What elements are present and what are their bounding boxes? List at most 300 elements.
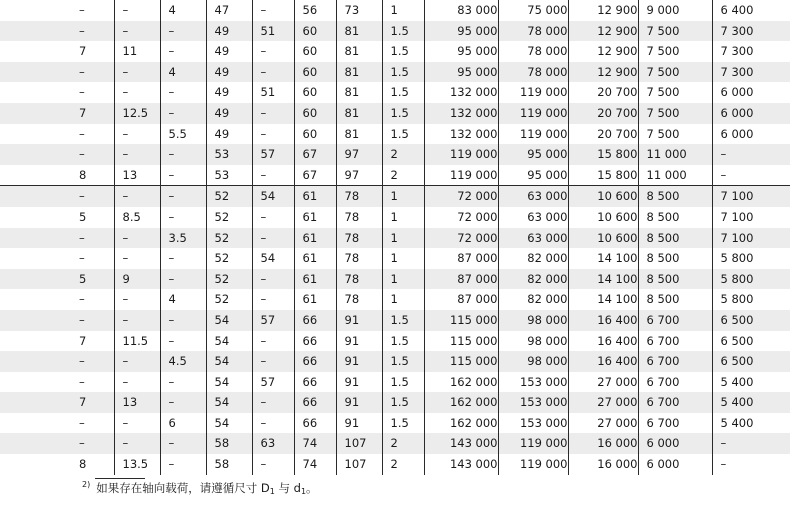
table-cell: 5 400: [712, 392, 790, 413]
table-cell: 72 000: [424, 207, 498, 228]
table-cell: 81: [336, 124, 382, 145]
table-row: [0, 433, 790, 454]
table-cell: –: [160, 186, 206, 207]
table-cell: –: [252, 454, 294, 475]
table-cell: –: [79, 415, 85, 430]
table-cell: 83 000: [424, 0, 498, 21]
table-cell: 132 000: [424, 103, 498, 124]
table-cell: 1.5: [382, 41, 424, 62]
table-cell: 61: [294, 248, 336, 269]
table-cell: 5 400: [712, 372, 790, 393]
table-cell: 56: [294, 0, 336, 21]
table-cell: –: [114, 124, 160, 145]
table-cell: 91: [336, 413, 382, 434]
table-cell: 12 900: [568, 62, 638, 83]
table-cell: 20 700: [568, 103, 638, 124]
table-cell: –: [0, 186, 114, 207]
table-cell: 132 000: [424, 124, 498, 145]
footnote-marker: 2): [82, 480, 91, 489]
table-cell: 27 000: [568, 413, 638, 434]
table-cell: 52: [206, 248, 252, 269]
table-row: [0, 372, 790, 393]
table-cell: 49: [206, 103, 252, 124]
table-cell: –: [252, 165, 294, 186]
table-cell: 66: [294, 372, 336, 393]
table-cell: 63 000: [498, 186, 568, 207]
table-cell: 63: [252, 433, 294, 454]
table-cell: 52: [206, 186, 252, 207]
footnote-rule: [95, 478, 145, 479]
table-cell: 119 000: [424, 165, 498, 186]
table-cell: 78: [336, 186, 382, 207]
table-cell: 143 000: [424, 454, 498, 475]
table-cell: 60: [294, 82, 336, 103]
table-cell: 13: [114, 165, 160, 186]
table-cell: 7 100: [712, 228, 790, 249]
table-cell: –: [0, 228, 114, 249]
table-cell: 49: [206, 82, 252, 103]
table-cell: 6 500: [712, 331, 790, 352]
table-cell: 1.5: [382, 331, 424, 352]
table-cell: 8 500: [638, 269, 712, 290]
table-cell: –: [114, 144, 160, 165]
footnote-text-middle: 与 d: [274, 481, 301, 495]
table-cell: 12 900: [568, 21, 638, 42]
table-cell: 74: [294, 433, 336, 454]
table-row: [0, 165, 790, 186]
table-cell: 2: [382, 165, 424, 186]
table-cell: 78: [336, 248, 382, 269]
table-cell: 5: [0, 269, 114, 290]
table-cell: –: [79, 374, 85, 389]
table-cell: –: [0, 310, 114, 331]
table-cell: 78: [336, 228, 382, 249]
table-cell: 78 000: [498, 62, 568, 83]
table-cell: 95 000: [424, 21, 498, 42]
table-cell: 51: [252, 21, 294, 42]
table-cell: –: [252, 228, 294, 249]
table-cell: 81: [336, 103, 382, 124]
table-cell: 9 000: [638, 0, 712, 21]
table-cell: 7: [0, 392, 114, 413]
table-cell: 5 800: [712, 248, 790, 269]
table-cell: 153 000: [498, 413, 568, 434]
table-cell: 52: [206, 228, 252, 249]
table-cell: 8.5: [114, 207, 160, 228]
table-cell: 6 700: [638, 392, 712, 413]
table-cell: –: [160, 310, 206, 331]
table-cell: –: [160, 21, 206, 42]
table-cell: –: [79, 292, 85, 307]
table-cell: 5: [79, 209, 87, 224]
table-cell: 6 500: [712, 310, 790, 331]
table-cell: 119 000: [498, 124, 568, 145]
footnote: [82, 480, 318, 496]
table-cell: 16 400: [568, 310, 638, 331]
table-cell: –: [160, 103, 206, 124]
table-cell: 7: [79, 44, 87, 59]
table-cell: 66: [294, 331, 336, 352]
table-cell: 5 800: [712, 269, 790, 290]
table-cell: 49: [206, 62, 252, 83]
table-cell: 60: [294, 41, 336, 62]
table-cell: 47: [206, 0, 252, 21]
table-cell: –: [160, 144, 206, 165]
table-cell: 10 600: [568, 207, 638, 228]
table-cell: 78: [336, 207, 382, 228]
table-cell: 8: [79, 457, 87, 472]
table-row: [0, 269, 790, 290]
table-cell: 81: [336, 82, 382, 103]
table-cell: –: [114, 186, 160, 207]
table-cell: 6 700: [638, 413, 712, 434]
table-cell: 3.5: [160, 228, 206, 249]
table-cell: 8 500: [638, 186, 712, 207]
table-cell: 1.5: [382, 124, 424, 145]
table-cell: 15 800: [568, 144, 638, 165]
table-cell: 6 700: [638, 331, 712, 352]
table-row: [0, 144, 790, 165]
table-cell: –: [712, 454, 790, 475]
table-cell: 16 400: [568, 351, 638, 372]
table-cell: 97: [336, 165, 382, 186]
footnote-subscript-1: 1: [269, 487, 275, 496]
table-cell: 54: [252, 248, 294, 269]
table-cell: 61: [294, 207, 336, 228]
table-cell: 78 000: [498, 21, 568, 42]
table-cell: 61: [294, 289, 336, 310]
table-cell: –: [0, 62, 114, 83]
table-row: [0, 331, 790, 352]
table-cell: 97: [336, 144, 382, 165]
table-cell: 1.5: [382, 413, 424, 434]
table-cell: 81: [336, 62, 382, 83]
table-cell: 98 000: [498, 310, 568, 331]
table-cell: –: [160, 248, 206, 269]
table-row: [0, 207, 790, 228]
table-cell: 91: [336, 351, 382, 372]
table-cell: 60: [294, 103, 336, 124]
table-cell: 162 000: [424, 413, 498, 434]
table-cell: –: [160, 269, 206, 290]
table-cell: –: [0, 433, 114, 454]
table-cell: 49: [206, 124, 252, 145]
table-cell: 12 900: [568, 41, 638, 62]
table-cell: 7 300: [712, 41, 790, 62]
table-cell: 1: [382, 186, 424, 207]
table-cell: 7 100: [712, 207, 790, 228]
table-cell: 54: [206, 392, 252, 413]
table-cell: 74: [294, 454, 336, 475]
table-cell: 91: [336, 331, 382, 352]
table-cell: 16 000: [568, 454, 638, 475]
table-cell: 6 400: [712, 0, 790, 21]
table-cell: 143 000: [424, 433, 498, 454]
table-cell: 2: [382, 454, 424, 475]
table-cell: 95 000: [424, 41, 498, 62]
table-cell: 58: [206, 433, 252, 454]
table-cell: –: [160, 433, 206, 454]
table-cell: –: [712, 165, 790, 186]
table-cell: 6 000: [712, 103, 790, 124]
table-cell: –: [160, 41, 206, 62]
table-cell: 91: [336, 310, 382, 331]
table-cell: –: [252, 103, 294, 124]
table-cell: 14 100: [568, 248, 638, 269]
table-cell: 82 000: [498, 248, 568, 269]
table-cell: 54: [206, 351, 252, 372]
table-cell: 7: [0, 103, 114, 124]
table-cell: –: [160, 207, 206, 228]
table-row: [0, 0, 790, 21]
table-cell: 119 000: [424, 144, 498, 165]
table-cell: 57: [252, 310, 294, 331]
table-cell: 27 000: [568, 392, 638, 413]
table-cell: –: [114, 310, 160, 331]
table-cell: 20 700: [568, 82, 638, 103]
table-cell: 63 000: [498, 207, 568, 228]
table-cell: 119 000: [498, 103, 568, 124]
table-cell: 10 600: [568, 186, 638, 207]
table-cell: 49: [206, 41, 252, 62]
table-cell: –: [252, 331, 294, 352]
table-cell: 53: [206, 144, 252, 165]
table-cell: 87 000: [424, 269, 498, 290]
table-cell: 60: [294, 124, 336, 145]
table-cell: –: [114, 21, 160, 42]
table-cell: –: [252, 41, 294, 62]
table-cell: 7 500: [638, 103, 712, 124]
table-cell: 1: [382, 269, 424, 290]
table-cell: –: [114, 372, 160, 393]
table-cell: 61: [294, 186, 336, 207]
table-cell: –: [79, 3, 85, 17]
table-cell: 8 500: [638, 289, 712, 310]
table-cell: 2: [382, 433, 424, 454]
table-row: [0, 413, 790, 434]
table-cell: 5.5: [160, 124, 206, 145]
table-cell: 67: [294, 165, 336, 186]
table-cell: 107: [336, 454, 382, 475]
table-cell: 119 000: [498, 433, 568, 454]
table-cell: –: [252, 269, 294, 290]
table-cell: 95 000: [424, 62, 498, 83]
table-cell: 61: [294, 269, 336, 290]
table-row: [0, 124, 790, 145]
table-cell: 8 500: [638, 228, 712, 249]
table-cell: 82 000: [498, 269, 568, 290]
table-cell: 1: [382, 248, 424, 269]
table-cell: 7 500: [638, 21, 712, 42]
table-cell: –: [114, 351, 160, 372]
table-cell: 78: [336, 269, 382, 290]
footnote-text-after: 。: [306, 481, 318, 495]
table-cell: 1: [382, 228, 424, 249]
table-cell: 75 000: [498, 0, 568, 21]
table-cell: 78: [336, 289, 382, 310]
table-cell: 91: [336, 392, 382, 413]
table-cell: 162 000: [424, 392, 498, 413]
table-cell: 16 400: [568, 331, 638, 352]
table-row: [0, 82, 790, 103]
table-cell: 82 000: [498, 289, 568, 310]
table-cell: 66: [294, 413, 336, 434]
table-cell: 119 000: [498, 82, 568, 103]
table-cell: 16 000: [568, 433, 638, 454]
table-cell: 1.5: [382, 82, 424, 103]
table-cell: 7 500: [638, 41, 712, 62]
table-cell: 6 000: [638, 454, 712, 475]
table-cell: 54: [252, 186, 294, 207]
table-cell: 115 000: [424, 331, 498, 352]
table-cell: 60: [294, 21, 336, 42]
table-cell: –: [114, 289, 160, 310]
table-cell: –: [252, 413, 294, 434]
table-cell: 14 100: [568, 289, 638, 310]
table-cell: 5 800: [712, 289, 790, 310]
table-cell: 81: [336, 21, 382, 42]
table-cell: 52: [206, 269, 252, 290]
table-cell: –: [252, 124, 294, 145]
table-cell: 7 500: [638, 82, 712, 103]
table-cell: –: [114, 0, 160, 21]
table-cell: 153 000: [498, 392, 568, 413]
table-cell: 27 000: [568, 372, 638, 393]
table-cell: 60: [294, 62, 336, 83]
table-cell: 8: [0, 165, 114, 186]
table-cell: 95 000: [498, 165, 568, 186]
table-cell: 1.5: [382, 21, 424, 42]
table-cell: 1.5: [382, 372, 424, 393]
table-cell: –: [79, 126, 85, 141]
table-row: [0, 351, 790, 372]
table-cell: 9: [114, 269, 160, 290]
table-cell: 1.5: [382, 103, 424, 124]
table-cell: 87 000: [424, 248, 498, 269]
table-cell: 11.5: [114, 331, 160, 352]
table-cell: 7 100: [712, 186, 790, 207]
table-cell: –: [79, 85, 85, 100]
table-cell: 66: [294, 351, 336, 372]
table-cell: 66: [294, 392, 336, 413]
table-cell: 95 000: [498, 144, 568, 165]
table-row: [0, 21, 790, 42]
table-cell: 7: [79, 333, 87, 348]
table-cell: 57: [252, 144, 294, 165]
table-cell: 11 000: [638, 165, 712, 186]
table-cell: 72 000: [424, 186, 498, 207]
table-cell: 4: [160, 62, 206, 83]
table-cell: 1.5: [382, 351, 424, 372]
table-cell: –: [160, 82, 206, 103]
table-cell: –: [160, 165, 206, 186]
table-cell: 8 500: [638, 207, 712, 228]
table-cell: –: [0, 21, 114, 42]
table-cell: 6: [160, 413, 206, 434]
table-cell: 87 000: [424, 289, 498, 310]
table-cell: 67: [294, 144, 336, 165]
table-cell: 52: [206, 207, 252, 228]
table-cell: –: [160, 454, 206, 475]
table-cell: –: [712, 433, 790, 454]
table-cell: 61: [294, 228, 336, 249]
footnote-subscript-2: 1: [300, 487, 307, 496]
table-cell: 162 000: [424, 372, 498, 393]
table-cell: 15 800: [568, 165, 638, 186]
table-cell: 6 000: [638, 433, 712, 454]
table-row: [0, 454, 790, 475]
table-cell: 63 000: [498, 228, 568, 249]
table-cell: 13: [114, 392, 160, 413]
table-cell: 8 500: [638, 248, 712, 269]
table-cell: –: [114, 433, 160, 454]
table-cell: 13.5: [114, 454, 160, 475]
table-cell: 6 000: [712, 124, 790, 145]
table-cell: 81: [336, 41, 382, 62]
table-cell: 115 000: [424, 310, 498, 331]
table-cell: 7 300: [712, 21, 790, 42]
table-cell: 54: [206, 413, 252, 434]
table-cell: –: [79, 251, 85, 266]
table-cell: 4: [160, 0, 206, 21]
table-cell: –: [0, 351, 114, 372]
table-cell: 10 600: [568, 228, 638, 249]
table-cell: –: [252, 0, 294, 21]
table-cell: 7 500: [638, 124, 712, 145]
table-row: [0, 103, 790, 124]
table-row: [0, 289, 790, 310]
table-cell: 2: [382, 144, 424, 165]
table-row: [0, 62, 790, 83]
table-cell: 6 700: [638, 372, 712, 393]
table-cell: 5 400: [712, 413, 790, 434]
table-cell: 52: [206, 289, 252, 310]
footnote-text-before: 如果存在轴向载荷，请遵循尺寸 D: [96, 481, 270, 495]
table-cell: –: [252, 62, 294, 83]
table-cell: 72 000: [424, 228, 498, 249]
table-cell: 7 500: [638, 62, 712, 83]
table-cell: 6 500: [712, 351, 790, 372]
table-cell: 6 700: [638, 351, 712, 372]
table-cell: –: [252, 351, 294, 372]
table-row: [0, 228, 790, 249]
table-cell: 98 000: [498, 351, 568, 372]
table-cell: 1: [382, 0, 424, 21]
table-cell: 51: [252, 82, 294, 103]
table-cell: –: [252, 392, 294, 413]
table-cell: 132 000: [424, 82, 498, 103]
table-cell: 91: [336, 372, 382, 393]
table-cell: 115 000: [424, 351, 498, 372]
table-cell: 1.5: [382, 310, 424, 331]
table-cell: 7 300: [712, 62, 790, 83]
table-cell: 1: [382, 289, 424, 310]
table-cell: 49: [206, 21, 252, 42]
table-cell: 66: [294, 310, 336, 331]
table-cell: 6 000: [712, 82, 790, 103]
table-cell: –: [252, 207, 294, 228]
table-cell: –: [160, 392, 206, 413]
table-cell: 58: [206, 454, 252, 475]
table-cell: 53: [206, 165, 252, 186]
table-cell: –: [114, 82, 160, 103]
table-cell: 12.5: [114, 103, 160, 124]
table-cell: –: [114, 248, 160, 269]
table-cell: 12 900: [568, 0, 638, 21]
table-cell: –: [114, 228, 160, 249]
table-cell: 11: [114, 41, 160, 62]
table-cell: 98 000: [498, 331, 568, 352]
